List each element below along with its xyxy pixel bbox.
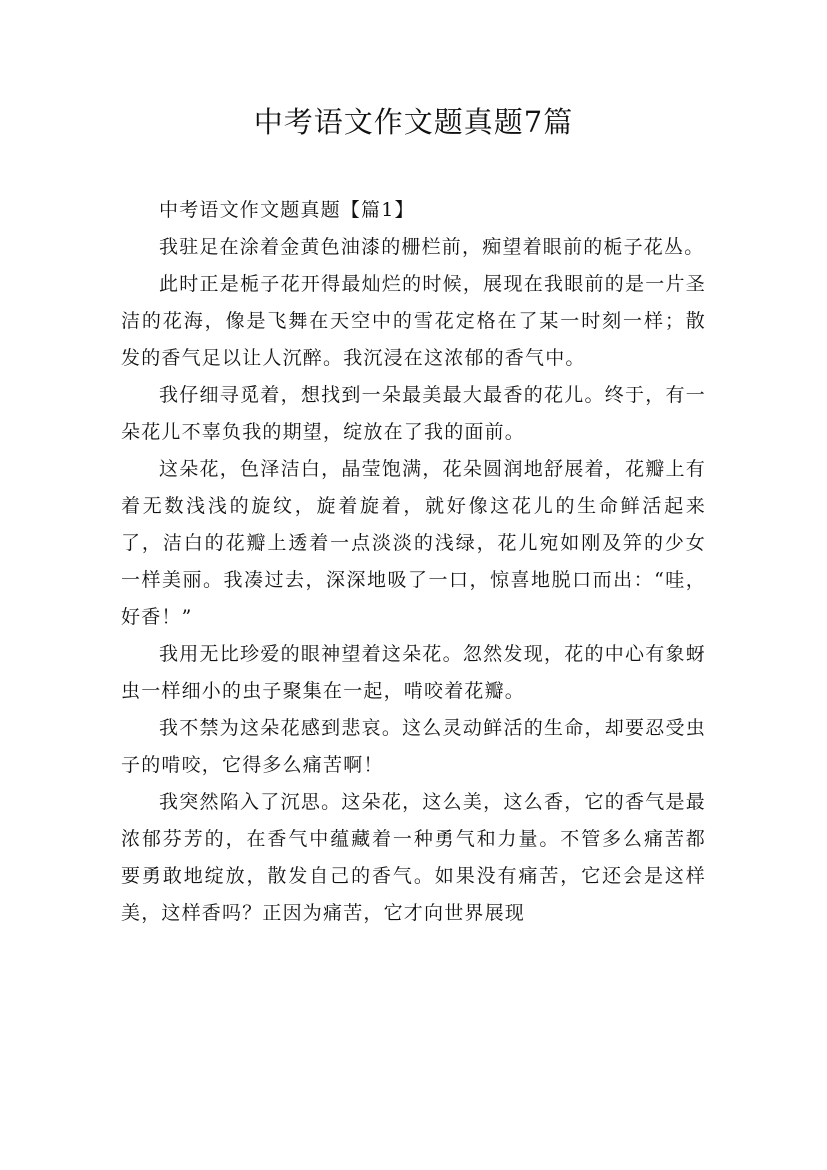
paragraph-1: 我驻足在涂着金黄色油漆的栅栏前，痴望着眼前的栀子花丛。	[159, 236, 705, 258]
section-heading: 中考语文作文题真题【篇1】	[159, 199, 415, 221]
document-body	[121, 192, 706, 932]
paragraph-6: 我不禁为这朵花感到悲哀。这么灵动鲜活的生命，却要忍受虫子的啃咬，它得多么痛苦啊！	[121, 717, 706, 776]
paragraph-2: 此时正是栀子花开得最灿烂的时候，展现在我眼前的是一片圣洁的花海，像是飞舞在天空中的雪花定格在了某一时刻一样；散发的香气足以让人沉醉。我沉浸在这浓郁的香气中。	[121, 273, 706, 369]
paragraph-5: 我用无比珍爱的眼神望着这朵花。忽然发现，花的中心有象蚜虫一样细小的虫子聚集在一起，啃咬着花瓣。	[121, 643, 706, 702]
paragraph-7: 我突然陷入了沉思。这朵花，这么美，这么香，它的香气是最浓郁芬芳的，在香气中蕴藏着一种勇气和力量。不管多么痛苦都要勇敢地绽放，散发自己的香气。如果没有痛苦，它还会是这样美，这样香吗？正因为痛苦，它才向世界展现	[121, 791, 706, 924]
paragraph-3: 我仔细寻觅着，想找到一朵最美最大最香的花儿。终于，有一朵花儿不辜负我的期望，绽放在了我的面前。	[121, 384, 706, 443]
document-title: 中考语文作文题真题7篇	[253, 105, 574, 139]
paragraph-4: 这朵花，色泽洁白，晶莹饱满，花朵圆润地舒展着，花瓣上有着无数浅浅的旋纹，旋着旋着，就好像这花儿的生命鲜活起来了，洁白的花瓣上透着一点淡淡的浅绿，花儿宛如刚及笄的少女一样美丽。我凑过去，深深地吸了一口，惊喜地脱口而出：“哇，好香！”	[121, 458, 706, 628]
